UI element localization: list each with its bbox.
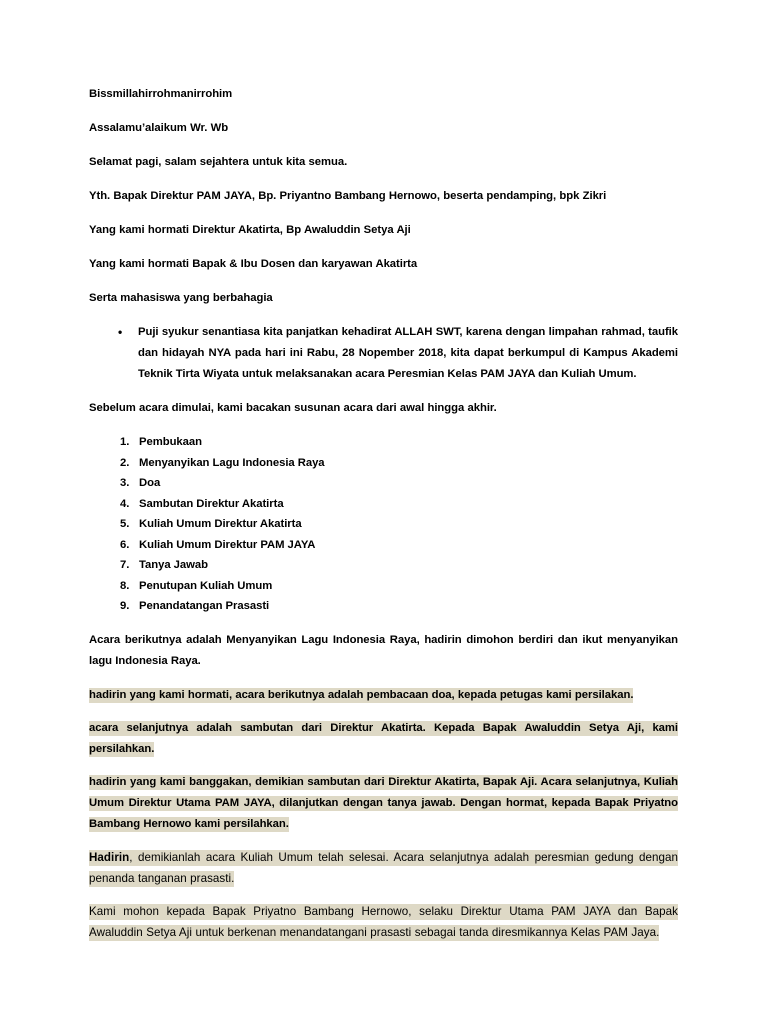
list-item: Pembukaan (139, 436, 202, 448)
list-item: Kuliah Umum Direktur Akatirta (139, 518, 302, 530)
highlight-span (89, 850, 678, 887)
paragraph-highlighted-sambutan (89, 718, 678, 760)
paragraph-highlighted-kuliah-umum (89, 772, 678, 835)
highlight-span: hadirin yang kami banggakan, demikian sambutan dari Direktur Akatirta, Bapak Aji. Acara selanjutnya, Kuliah Umum Direktur Utama PAM JAYA, dilanjutkan dengan tanya jawab. Dengan hormat, kepada Bapak Priyatno Bambang Hernowo kami persilahkan. (89, 775, 678, 830)
paragraph-honoree-pamjaya: Yth. Bapak Direktur PAM JAYA, Bp. Priyantno Bambang Hernowo, beserta pendamping, bpk Zikri (89, 190, 607, 202)
list-item: Sambutan Direktur Akatirta (139, 497, 284, 510)
list-item: Penandatangan Prasasti (139, 600, 270, 612)
closing-lead-text: Hadirin (89, 850, 130, 864)
paragraph-honoree-akatirta: Yang kami hormati Direktur Akatirta, Bp Awaluddin Setya Aji (89, 224, 411, 236)
list-item: Tanya Jawab (139, 559, 208, 571)
list-item: • Puji syukur senantiasa kita panjatkan kehadirat ALLAH SWT, karena dengan limpahan rahmad, taufik dan hidayah NYA pada hari ini Rabu, 28 Nopember 2018, kita dapat berkumpul di Kampus Akademi Teknik Tirta Wiyata untuk melaksanakan acara Peresmian Kelas PAM JAYA dan Kuliah Umum. (89, 322, 678, 385)
highlight-span: Kami mohon kepada Bapak Priyatno Bambang Hernowo, selaku Direktur Utama PAM JAYA dan Bapak Awaluddin Setya Aji untuk berkenan menandatangani prasasti sebagai tanda diresmikannya Kelas PAM Jaya. (89, 904, 678, 939)
bullet-list (89, 322, 678, 385)
paragraph-anthem: Acara berikutnya adalah Menyanyikan Lagu Indonesia Raya, hadirin dimohon berdiri dan ikut menyanyikan lagu Indonesia Raya. (89, 633, 678, 667)
paragraph-honoree-dosen: Yang kami hormati Bapak & Ibu Dosen dan karyawan Akatirta (89, 258, 418, 270)
document-body (89, 84, 678, 955)
highlight-span: hadirin yang kami hormati, acara berikutnya adalah pembacaan doa, kepada petugas kami persilakan. (89, 688, 634, 701)
list-item: Kuliah Umum Direktur PAM JAYA (139, 538, 316, 551)
paragraph-greeting: Selamat pagi, salam sejahtera untuk kita semua. (89, 156, 348, 168)
list-item: Menyanyikan Lagu Indonesia Raya (139, 456, 325, 469)
paragraph-highlighted-closing (89, 847, 678, 889)
paragraph-highlighted-final (89, 901, 678, 943)
paragraph-agenda-intro: Sebelum acara dimulai, kami bacakan susunan acara dari awal hingga akhir. (89, 402, 497, 414)
list-item: Doa (139, 477, 161, 489)
paragraph-bismillah: Bissmillahirrohmanirrohim (89, 88, 233, 100)
closing-rest-text: , demikianlah acara Kuliah Umum telah selesai. Acara selanjutnya adalah peresmian gedung dengan penanda tanganan prasasti. (89, 850, 678, 885)
paragraph-highlighted-doa (89, 685, 678, 706)
highlight-span: acara selanjutnya adalah sambutan dari Direktur Akatirta. Kepada Bapak Awaluddin Setya Aji, kami persilahkan. (89, 721, 678, 755)
paragraph-salam: Assalamu’alaikum Wr. Wb (89, 122, 229, 134)
list-item: Penutupan Kuliah Umum (139, 579, 273, 592)
paragraph-honoree-mahasiswa: Serta mahasiswa yang berbahagia (89, 292, 273, 304)
agenda-list (89, 432, 678, 617)
